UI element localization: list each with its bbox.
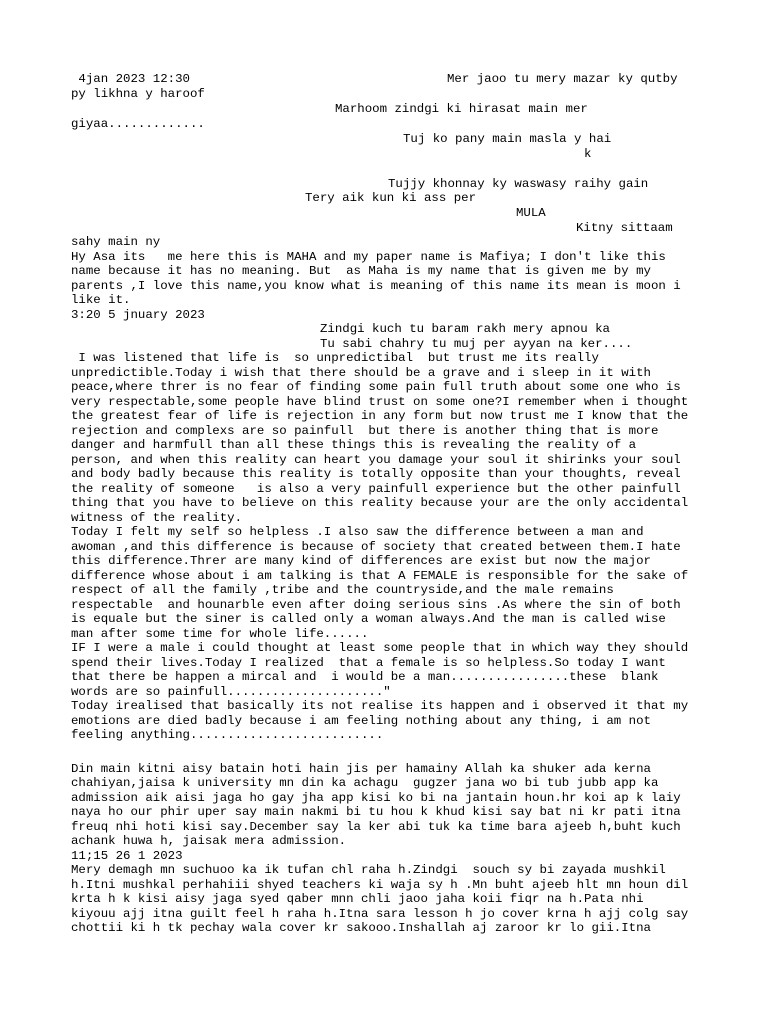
poem-line: MULA xyxy=(516,206,546,220)
text-line: difference whose about i am talking is that A FEMALE is responsible for the sake of xyxy=(71,569,689,583)
text-line: very respectable,some people have blind trust on some one?I remember when i thought xyxy=(71,395,689,409)
text-line: man after some time for whole life...... xyxy=(71,627,369,641)
text-line: awoman ,and this difference is because of society that created between them.I hate xyxy=(71,540,681,554)
text-line: feeling anything.......................... xyxy=(71,728,384,742)
poem-line: Zindgi kuch tu baram rakh mery apnou ka xyxy=(320,322,610,336)
poem-line: Tujjy khonnay ky waswasy raihy gain xyxy=(388,177,649,191)
text-line: peace,where threr is no fear of finding some pain full truth about some one who is xyxy=(71,380,681,394)
text-line: this difference.Threr are many kind of differences are exist but now the major xyxy=(71,554,651,568)
text-line: chahiyan,jaisa k university mn din ka achagu gugzer jana wo bi tub jubb app ka xyxy=(71,776,659,790)
text-line: rejection and complexs are so painfull but there is another thing that is more xyxy=(71,424,659,438)
text-line: respect of all the family ,tribe and the countryside,and the male remains xyxy=(71,583,614,597)
text-line: admission aik aisi jaga ho gay jha app kisi ko bi na jantain houn.hr koi ap k laiy xyxy=(71,791,681,805)
text-line: respectable and hounarble even after doing serious sins .As where the sin of both xyxy=(71,598,681,612)
text-line: and body badly because this reality is totally opposite than your thoughts, reveal xyxy=(71,467,681,481)
text-line: parents ,I love this name,you know what is meaning of this name its mean is moon i xyxy=(71,279,681,293)
text-line: freuq nhi hoti kisi say.December say la ker abi tuk ka time bara ajeeb h,buht kuch xyxy=(71,820,681,834)
text-line: krta h k kisi aisy jaga syed qaber mnn chli jaoo jaha koii fiqr na h.Pata nhi xyxy=(71,892,644,906)
date-line: 11;15 26 1 2023 xyxy=(71,849,183,863)
poem-line: giyaa............. xyxy=(71,117,205,131)
text-line: that there be happen a mircal and i would be a man................these blank xyxy=(71,670,659,684)
text-line: Today irealised that basically its not realise its happen and i observed it that my xyxy=(71,699,689,713)
poem-line: py likhna y haroof xyxy=(71,87,205,101)
text-line: chottii ki h tk pechay wala cover kr sakooo.Inshallah aj zaroor kr lo gii.Itna xyxy=(71,921,651,935)
text-line: is equale but the siner is called only a woman always.And the man is called wise xyxy=(71,612,666,626)
poem-line: Tuj ko pany main masla y hai xyxy=(403,132,612,146)
text-line: IF I were a male i could thought at least some people that in which way they should xyxy=(71,641,689,655)
poem-line: Marhoom zindgi ki hirasat main mer xyxy=(335,102,588,116)
text-line: thing that you have to believe on this reality because your are the only accidental xyxy=(71,496,689,510)
text-line: Din main kitni aisy batain hoti hain jis per hamainy Allah ka shuker ada kerna xyxy=(71,762,651,776)
poem-line: sahy main ny xyxy=(71,235,161,249)
date-line: 4jan 2023 12:30 xyxy=(71,72,190,86)
poem-line: Mer jaoo tu mery mazar ky qutby xyxy=(447,72,678,86)
text-line: achank huwa h, jaisak mera admission. xyxy=(71,834,347,848)
poem-line: Kitny sittaam xyxy=(576,221,673,235)
text-line: person, and when this reality can heart you damage your soul it shirinks your soul xyxy=(71,453,681,467)
text-line: unpredictible.Today i wish that there should be a grave and i sleep in it with xyxy=(71,366,651,380)
text-line: words are so painfull....................." xyxy=(71,685,391,699)
text-line: Mery demagh mn suchuoo ka ik tufan chl raha h.Zindgi souch sy bi zayada mushkil xyxy=(71,863,666,877)
poem-line: k xyxy=(584,147,592,161)
text-line: the greatest fear of life is rejection in any form but now trust me I know that the xyxy=(71,409,689,423)
text-line: name because it has no meaning. But as Maha is my name that is given me by my xyxy=(71,264,651,278)
text-line: kiyouu ajj itna guilt feel h raha h.Itna sara lesson h jo cover krna h ajj colg say xyxy=(71,907,689,921)
text-line: spend their lives.Today I realized that a female is so helpless.So today I want xyxy=(71,656,666,670)
text-line: witness of the reality. xyxy=(71,511,243,525)
text-line: the reality of someone is also a very painfull experience but the other painfull xyxy=(71,482,681,496)
poem-line: Tu sabi chahry tu muj per ayyan na ker.... xyxy=(320,337,633,351)
text-line: danger and harmfull than all these things this is revealing the reality of a xyxy=(71,438,637,452)
text-line: Hy Asa its me here this is MAHA and my paper name is Mafiya; I don't like this xyxy=(71,250,666,264)
date-line: 3:20 5 jnuary 2023 xyxy=(71,308,205,322)
text-line: Today I felt my self so helpless .I also saw the difference between a man and xyxy=(71,525,644,539)
text-line: like it. xyxy=(71,293,131,307)
text-line: h.Itni mushkal perhahiii shyed teachers ki waja sy h .Mn buht ajeeb hlt mn houn dil xyxy=(71,878,689,892)
text-line: naya ho our phir uper say main nakmi bi tu hou k khud kisi say bat ni kr pati itna xyxy=(71,805,681,819)
text-line: I was listened that life is so unpredictibal but trust me its really xyxy=(71,351,599,365)
poem-line: Tery aik kun ki ass per xyxy=(305,191,477,205)
text-line: emotions are died badly because i am feeling nothing about any thing, i am not xyxy=(71,714,651,728)
